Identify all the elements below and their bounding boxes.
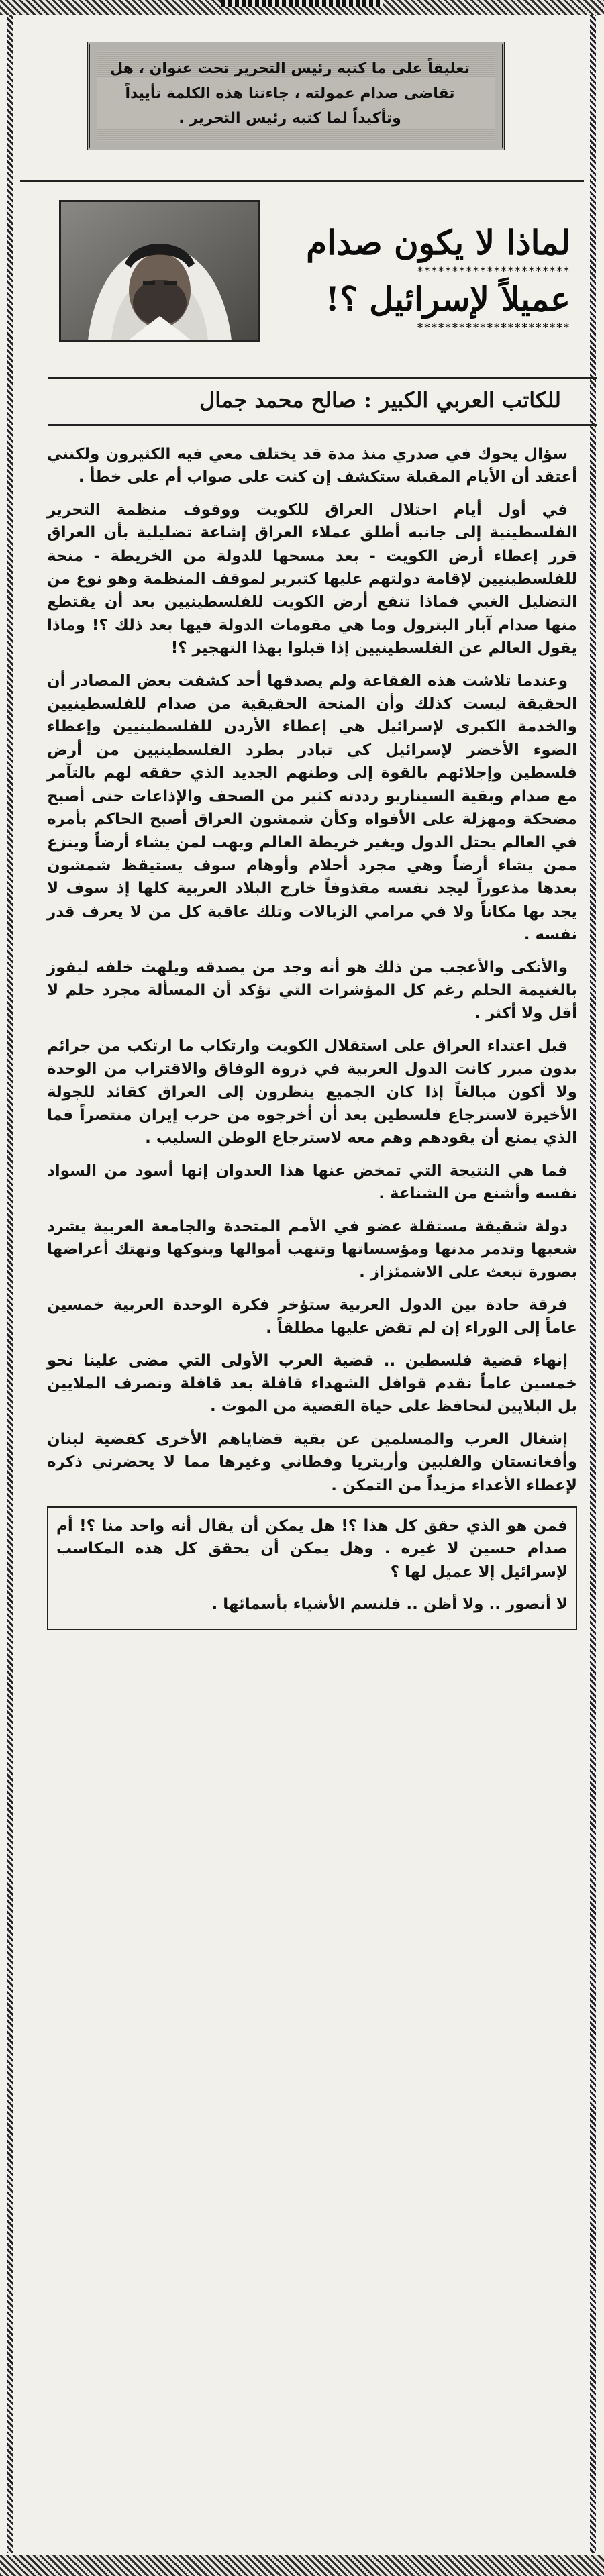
closing-paragraph: فمن هو الذي حقق كل هذا ؟! هل يمكن أن يقال أنه واحد منا ؟! أم صدام حسين لا غيره . وهل يمكن أن يحقق كل هذه المكاسب لإسرائيل إلا عميل لها ؟ [56,1517,568,1581]
divider-rule [20,180,584,182]
headline-line-1: لماذا لا يكون صدام [306,223,570,262]
paragraph: دولة شقيقة مستقلة عضو في الأمم المتحدة والجامعة العربية يشرد شعبها وتدمر مدنها ومؤسساتها وتنهب أموالها وبنوكها وتهتك أعراضها بصورة تبعث على الاشمئزاز . [47,1217,577,1282]
author-portrait [59,200,260,342]
closing-paragraph: لا أتصور .. ولا أظن .. فلنسم الأشياء بأسمائها . [211,1596,568,1614]
paragraph: فما هي النتيجة التي تمخض عنها هذا العدوان إنها أسود من السواد نفسه وأشنع من الشناعة . [47,1162,577,1203]
portrait-photo [61,202,258,340]
paragraph: سؤال يحوك في صدري منذ مدة قد يختلف معي فيه الكثيرون ولكنني أعتقد أن الأيام المقبلة ستكشف إن كنت على صواب أم على خطأ . [47,446,577,486]
paragraph: قبل اعتداء العراق على استقلال الكويت وارتكاب ما ارتكب من جرائم بدون مبرر كانت الدول العربية في ذروة الوفاق والاقتراب من الوحدة ولا أكون مبالغاً إذا كان الجميع ينظرون إلى العراق كقائد للجولة الأخيرة لاسترجاع فلسطين بعد أن أخرجوه من حرب إيران منتصراً فما الذي يمنع أن يقودهم وهم معه لاسترجاع الوطن السليب . [47,1037,577,1147]
article-body [47,443,577,1630]
paragraph: إشغال العرب والمسلمين عن بقية قضاياهم الأخرى كقضية لبنان وأفغانستان والفلبين وأريتريا وفطاني وغيرها مما لا يحضرني ذكره لإعطاء الأعداء مزيداً من التمكن . [47,1430,577,1494]
article-headline [262,221,570,334]
closing-box [47,1506,577,1630]
paragraph: وعندما تلاشت هذه الفقاعة ولم يصدقها أحد كشفت بعض المصادر أن الحقيقة ليست كذلك وأن المنحة الحقيقية من صدام للفلسطينيين والخدمة الكبرى لإسرائيل هي إعطاء الأردن للفلسطينيين وإعطاء الضوء الأخضر لإسرائيل كي تبادر بطرد الفلسطينيين من أرض فلسطين وإجلائهم بالقوة إلى وطنهم الجديد الذي حققه لهم بالتآمر مع صدام وبقية السيناريو رددته كثير من الصحف والإذاعات حتى أصبح مضحكة ومهزلة على الأفواه وكأن شمشون العراق أصبح الحاكم بأمره في العالم يحتل الدول ويغير خريطة العالم ويهب لمن يشاء أرضاً وينزع ممن يشاء أرضاً وهي مجرد أحلام وأوهام سوف يستيقظ شمشون بعدها مذعوراً ليجد نفسه مقذوفاً خارج البلاد العربية كلها إذ سوف لا يجد بها مكاناً ولا في مرامي الزبالات وتلك عاقبة كل من لا يعرف قدر نفسه . [47,672,577,944]
divider-rule [48,424,597,426]
headline-line-2: عميلاً لإسرائيل ؟! [325,279,570,319]
paragraph: فرقة حادة بين الدول العربية ستؤخر فكرة الوحدة العربية خمسين عاماً إلى الوراء إن لم تقض عليها مطلقاً . [47,1296,577,1337]
headline-stars-divider: ********************** [417,264,570,277]
author-byline: للكاتب العربي الكبير : صالح محمد جمال [199,387,561,413]
paragraph: إنهاء قضية فلسطين .. قضية العرب الأولى التي مضى علينا نحو خمسين عاماً نقدم قوافل الشهداء قافلة بعد قافلة ونصرف الملايين بل البلايين لنحافظ على حياة القضية من الموت . [47,1351,577,1416]
editor-note-box [87,42,505,150]
editor-note-text: تعليقاً على ما كتبه رئيس التحرير تحت عنوان ، هل تقاضى صدام عمولته ، جاءتنا هذه الكلمة تأييداً وتأكيداً لما كتبه رئيس التحرير . [110,60,470,127]
top-border-strip [0,0,604,15]
divider-rule [48,377,597,379]
paragraph: والأنكى والأعجب من ذلك هو أنه وجد من يصدقه ويلهث خلفه ليفوز بالغنيمة الحلم رغم كل المؤشرات التي تؤكد أن المسألة مجرد حلم لا أقل ولا أكثر . [47,958,577,1023]
bottom-border-strip [0,2555,604,2576]
paragraph: في أول أيام احتلال العراق للكويت ووقوف منظمة التحرير الفلسطينية إلى جانبه أطلق عملاء العراق إشاعة تضليلية بأن العراق قرر إعطاء أرض الكويت - بعد مسحها للدولة من الخريطة - منحة للفلسطينيين لإقامة دولتهم عليها كتبرير لموقف المنظمة وهو نوع من التضليل الغبي فماذا تنفع أرض الكويت للفلسطينيين بعد أن يقتطع منها صدام آبار البترول وما هي مقومات الدولة فيها بعد ذلك ؟! وماذا يقول العالم عن الفلسطينيين إذا قبلوا بهذا التهجير ؟! [47,501,577,658]
headline-stars-divider-2: ********************** [417,321,570,333]
